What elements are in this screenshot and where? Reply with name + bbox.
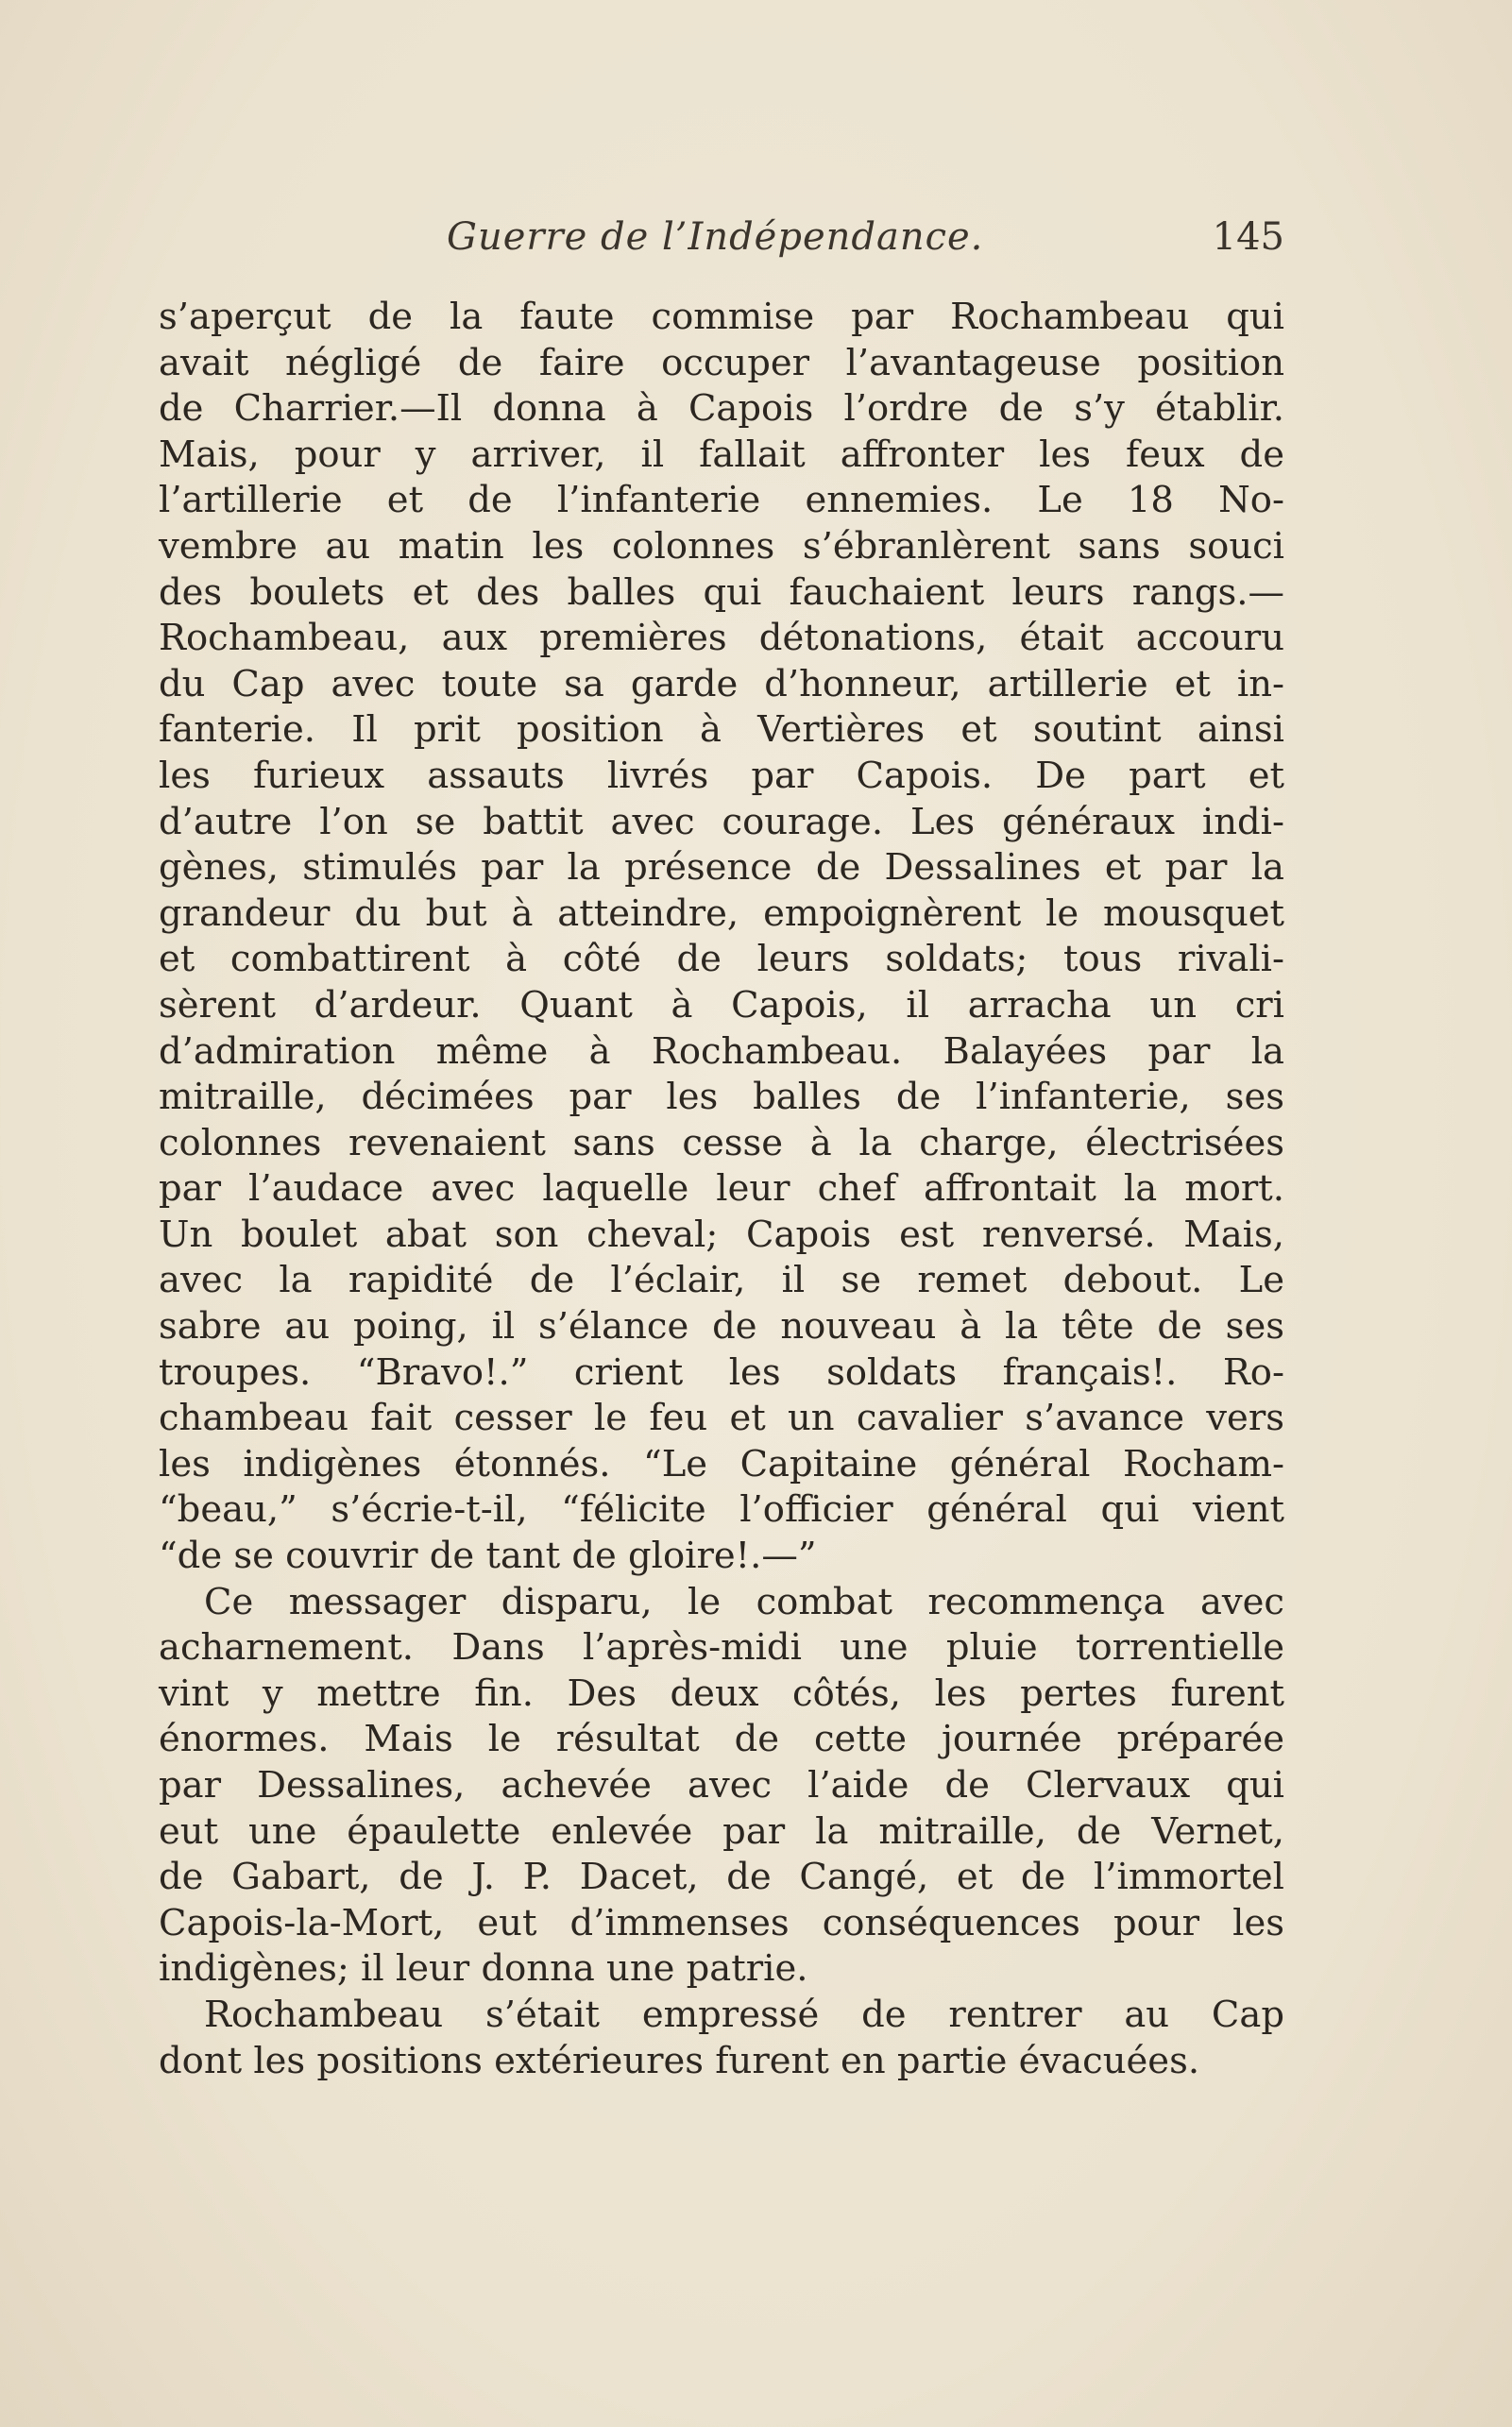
text-line: Rochambeau s’était empressé de rentrer au Cap: [204, 1993, 1284, 2036]
text-line: gènes, stimulés par la présence de Dessalines et par la: [159, 846, 1284, 890]
text-line: fanterie. Il prit position à Vertières et soutint ainsi: [159, 708, 1284, 752]
text-line: Rochambeau, aux premières détonations, était accouru: [159, 617, 1284, 660]
running-title: Guerre de l’Indépendance.: [447, 215, 984, 259]
text-line: sèrent d’ardeur. Quant à Capois, il arracha un cri: [159, 983, 1284, 1027]
text-line: les indigènes étonnés. “Le Capitaine général Rocham-: [159, 1442, 1284, 1485]
text-line: eut une épaulette enlevée par la mitraille, de Vernet,: [159, 1809, 1284, 1853]
text-line: d’admiration même à Rochambeau. Balayées par la: [159, 1029, 1284, 1073]
text-line: colonnes revenaient sans cesse à la charge, électrisées: [159, 1121, 1284, 1164]
text-line: par Dessalines, achevée avec l’aide de Clervaux qui: [159, 1764, 1284, 1807]
text-line: par l’audace avec laquelle leur chef affrontait la mort.: [159, 1167, 1284, 1211]
text-line: mitraille, décimées par les balles de l’infanterie, ses: [159, 1076, 1284, 1119]
page-header: [159, 215, 1284, 263]
text-line: troupes. “Bravo!.” crient les soldats français!. Ro-: [159, 1350, 1284, 1394]
text-line: “de se couvrir de tant de gloire!.—”: [159, 1535, 817, 1578]
text-line: grandeur du but à atteindre, empoignèrent le mousquet: [159, 891, 1284, 935]
text-line: l’artillerie et de l’infanterie ennemies. Le 18 No-: [159, 479, 1284, 522]
text-line: “beau,” s’écrie-t-il, “félicite l’officier général qui vient: [159, 1488, 1284, 1532]
text-line: sabre au poing, il s’élance de nouveau à la tête de ses: [159, 1305, 1284, 1349]
text-line: des boulets et des balles qui fauchaient leurs rangs.—: [159, 570, 1284, 614]
body-text: [159, 295, 1284, 2084]
text-line: d’autre l’on se battit avec courage. Les généraux indi-: [159, 800, 1284, 843]
text-line: chambeau fait cesser le feu et un cavalier s’avance vers: [159, 1397, 1284, 1440]
text-line: de Gabart, de J. P. Dacet, de Cangé, et de l’immortel: [159, 1856, 1284, 1899]
text-line: Un boulet abat son cheval; Capois est renversé. Mais,: [159, 1213, 1284, 1256]
text-line: Mais, pour y arriver, il fallait affronter les feux de: [159, 433, 1284, 476]
text-line: vembre au matin les colonnes s’ébranlèrent sans souci: [159, 524, 1284, 568]
text-line: dont les positions extérieures furent en partie évacuées.: [159, 2039, 1200, 2082]
text-line: du Cap avec toute sa garde d’honneur, artillerie et in-: [159, 662, 1284, 705]
text-line: de Charrier.—Il donna à Capois l’ordre de s’y établir.: [159, 387, 1284, 431]
text-line: vint y mettre fin. Des deux côtés, les pertes furent: [159, 1672, 1284, 1715]
text-line: avait négligé de faire occuper l’avantageuse position: [159, 341, 1284, 384]
text-line: et combattirent à côté de leurs soldats; tous rivali-: [159, 938, 1284, 981]
text-line: acharnement. Dans l’après-midi une pluie torrentielle: [159, 1626, 1284, 1670]
text-line: les furieux assauts livrés par Capois. De part et: [159, 754, 1284, 797]
text-line: indigènes; il leur donna une patrie.: [159, 1947, 808, 1991]
page-number: 145: [1212, 215, 1284, 259]
text-line: s’aperçut de la faute commise par Rochambeau qui: [159, 296, 1284, 338]
text-line: Ce messager disparu, le combat recommença avec: [204, 1580, 1284, 1623]
text-line: avec la rapidité de l’éclair, il se remet debout. Le: [159, 1259, 1284, 1302]
text-line: énormes. Mais le résultat de cette journée préparée: [159, 1718, 1284, 1761]
text-line: Capois-la-Mort, eut d’immenses conséquences pour les: [159, 1901, 1284, 1944]
